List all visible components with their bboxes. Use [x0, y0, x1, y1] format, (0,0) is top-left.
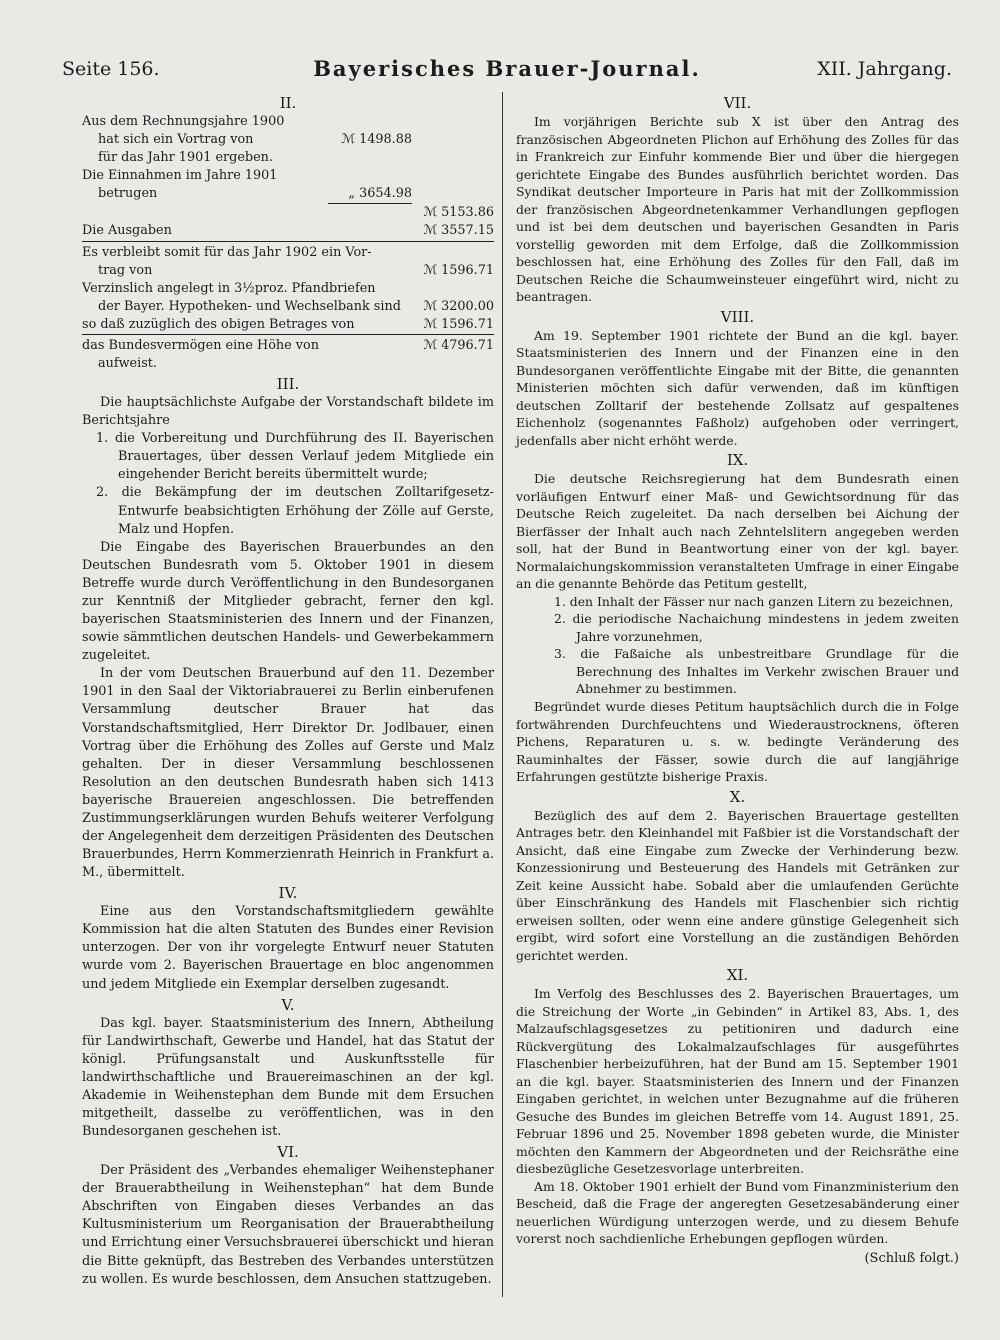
account-line: Die Einnahmen im Jahre 1901	[82, 168, 278, 184]
account-line: betrugen „ 3654.98	[82, 185, 494, 204]
account-line: das Bundesvermögen eine Höhe von ℳ 4796.71	[82, 337, 494, 355]
account-line: der Bayer. Hypotheken- und Wechselbank sind ℳ 3200.00	[82, 298, 494, 316]
paragraph: Die hauptsächlichste Aufgabe der Vorstandschaft bildete im Berichtsjahre	[82, 395, 494, 429]
paragraph: Die Eingabe des Bayerischen Brauerbundes an den Deutschen Bundesrath vom 5. Oktober 1901 in diesem Betreffe wurde durch Veröffentlichung in den Bundesorganen zur Kenntniß der Mitglieder gebracht, ferner den kgl. bayerischen Staatsministerien des Innern und der Finanzen, sowie sämmtlichen deutschen Handels- und Gewerbekammern zugeleitet.	[82, 539, 494, 664]
paragraph: Am 18. Oktober 1901 erhielt der Bund vom Finanzministerium den Bescheid, daß die Frage der angeregten Gesetzesabänderung einer neuerlichen Würdigung unterzogen werde, und zu diesem Behufe vorerst noch sachdienliche Erhebungen gepflogen würden.	[516, 1178, 959, 1247]
amount: ℳ 3557.15	[423, 223, 494, 239]
right-column	[516, 92, 959, 1267]
left-column	[82, 92, 494, 1289]
account-line: hat sich ein Vortrag von ℳ 1498.88	[82, 131, 494, 149]
amount: ℳ 1596.71	[423, 316, 494, 332]
page-number: Seite 156.	[62, 58, 160, 80]
paragraph: Der Präsident des „Verbandes ehemaliger Weihenstephaner der Brauerabtheilung in Weihenstephan“ hat dem Bunde Abschriften von Eingaben dieses Verbandes an das Kultusministerium um Reorganisation der Brauerabtheilung und Errichtung einer Versuchsbrauerei überschickt und hieran die Bitte geknüpft, das Bestreben des Verbandes unterstützen zu wollen. Es wurde beschlossen, dem Ansuchen stattzugeben.	[82, 1163, 494, 1287]
list-item: 3. die Faßaiche als unbestreitbare Grundlage für die Berechnung des Inhaltes im Verkehr zwischen Brauer und Abnehmer zu bestimmen.	[554, 646, 959, 697]
paragraph: Die deutsche Reichsregierung hat dem Bundesrath einen vorläufigen Entwurf einer Maß- und Gewichtsordnung für das Deutsche Reich zugeleitet. Da nach derselben bei Aichung der Bierfässer der Inhalt auch nach Zehntelslitern angegeben werden soll, hat der Bund in Beantwortung einer von der kgl. bayer. Normalaichungskommission veranstalteten Umfrage in einer Eingabe an die genannte Behörde das Petitum gestellt,	[516, 471, 959, 592]
paragraph: Am 19. September 1901 richtete der Bund an die kgl. bayer. Staatsministerien des Innern und der Finanzen eine in den Bundesorganen veröffentlichte Eingabe mit der Bitte, die genannten Ministerien möchten sich dafür verwenden, daß im künftigen deutschen Zolltarif der bestehende Zollsatz auf gespaltenes Eichenholz (sogenanntes Faßholz) aufgehoben oder verringert, jedenfalls aber nicht erhöht werde.	[516, 327, 959, 448]
paragraph: Begründet wurde dieses Petitum hauptsächlich durch die in Folge fortwährenden Durchfeuchtens und Wiederaustrocknens, öfteren Pichens, Reparaturen u. s. w. bedingte Veränderung des Rauminhaltes der Fässer, sowie durch die auf langjährige Erfahrungen gestützte bisherige Praxis.	[516, 698, 959, 785]
amount: „ 3654.98	[328, 185, 412, 204]
list-item: 2. die Bekämpfung der im deutschen Zolltarifgesetz-Entwurfe beabsichtigten Erhöhung der Zölle auf Gerste, Malz und Hopfen.	[96, 485, 494, 537]
section-heading: VII.	[723, 94, 752, 112]
amount: ℳ 1498.88	[341, 132, 412, 148]
account-line: Verzinslich angelegt in 3½proz. Pfandbriefen	[82, 280, 376, 296]
list-item: 1. den Inhalt der Fässer nur nach ganzen Litern zu bezeichnen,	[554, 593, 954, 609]
account-line	[82, 204, 494, 222]
accounts-block	[82, 113, 494, 373]
amount: ℳ 3200.00	[423, 298, 494, 314]
account-line: Aus dem Rechnungsjahre 1900	[82, 114, 285, 129]
paragraph: Eine aus den Vorstandschaftsmitgliedern gewählte Kommission hat die alten Statuten des Bundes einer Revision unterzogen. Der von ihr vorgelegte Entwurf neuer Statuten wurde vom 2. Bayerischen Brauertage en bloc angenommen und jedem Mitgliede ein Exemplar derselben zugesandt.	[82, 904, 494, 992]
section-heading: VIII.	[720, 307, 755, 326]
paragraph: Im vorjährigen Berichte sub X ist über den Antrag des französischen Abgeordneten Plichon auf Erhöhung des Zolles für das in Frankreich zur Einfuhr kommende Bier und über die hiergegen gerichtete Eingabe des Bundes ausführlich berichtet worden. Das Syndikat deutscher Importeure in Paris hat mit der Zollkommission der französischen Abgeordnetenkammer Verhandlungen gepflogen und ist bei dem deutschen und bayerischen Gesandten in Paris vorstellig geworden mit dem Erfolge, daß die Zollkommission beschlossen hat, eine Erhöhung des Zolles für den Fall, daß im Deutschen Reiche die Schaumweinsteuer eingeführt wird, nicht zu beantragen.	[516, 114, 959, 305]
amount: ℳ 1596.71	[423, 262, 494, 278]
volume-label: XII. Jahrgang.	[817, 58, 952, 80]
list-item: 2. die periodische Nachaichung mindestens in jedem zweiten Jahre vorzunehmen,	[554, 611, 959, 644]
column-divider	[502, 92, 503, 1297]
page-header	[62, 52, 952, 86]
paragraph: In der vom Deutschen Brauerbund auf den 11. Dezember 1901 in den Saal der Viktoriabrauerei zu Berlin einberufenen Versammlung deutscher Brauer hat das Vorstandschaftsmitglied, Herr Direktor Dr. Jodlbauer, einen Vortrag über die Erhöhung des Zolles auf Gerste und Malz gehalten. Der in dieser Versammlung beschlossenen Resolution an den deutschen Bundesrath haben sich 1413 bayerische Brauereien angeschlossen. Die betreffenden Zustimmungserklärungen wurden Behufs weiterer Verfolgung der Angelegenheit dem derzeitigen Präsidenten des Deutschen Brauerbundes, Herrn Kommerzienrath Heinrich in Frankfurt a. M., übermittelt.	[82, 666, 495, 881]
section-heading: III.	[276, 375, 300, 394]
list-item: 1. die Vorbereitung und Durchführung des II. Bayerischen Brauertages, über dessen Verlauf jedem Mitgliede ein eingehender Bericht bereits übermittelt wurde;	[96, 431, 494, 483]
section-heading: II.	[279, 94, 297, 112]
paragraph: Im Verfolg des Beschlusses des 2. Bayerischen Brauertages, um die Streichung der Worte „in Gebinden“ in Artikel 83, Abs. 1, des Malzaufschlagsgesetzes zu petitioniren und dadurch eine Rückvergütung des Lokalmalzaufschlages für ausgeführtes Flaschenbier herbeizuführen, hat der Bund am 15. September 1901 an die kgl. bayer. Staatsministerien des Innern und der Finanzen Eingaben gerichtet, in welchen unter Bezugnahme auf die früheren Gesuche des Bundes im gleichen Betreffe vom 14. August 1891, 25. Februar 1896 und 25. November 1898 gebeten wurde, die Minister möchten den Kammern der Abgeordneten und der Reichsräthe eine diesbezügliche Gesetzesvorlage unterbreiten.	[516, 986, 959, 1177]
amount: ℳ 5153.86	[423, 205, 494, 221]
account-line: aufweist.	[98, 356, 158, 372]
amount: ℳ 4796.71	[423, 337, 494, 353]
section-heading: X.	[729, 787, 746, 806]
section-heading: XI.	[726, 966, 749, 985]
paragraph: Das kgl. bayer. Staatsministerium des Innern, Abtheilung für Landwirthschaft, Gewerbe und Handel, hat das Statut der königl. Prüfungsanstalt und Auskunftsstelle für landwirthschaftliche und Brauereimaschinen an der kgl. Akademie in Weihenstephan dem Bunde mit dem Ersuchen mitgetheilt, dasselbe zu veröffentlichen, was in den Bundesorganen geschehen ist.	[82, 1015, 494, 1140]
section-heading: V.	[281, 995, 295, 1014]
account-line: für das Jahr 1901 ergeben.	[98, 150, 273, 166]
section-heading: IV.	[278, 884, 298, 903]
section-heading: VI.	[277, 1143, 299, 1162]
continuation-note: (Schluß folgt.)	[864, 1250, 959, 1266]
paragraph: Bezüglich des auf dem 2. Bayerischen Brauertage gestellten Antrages betr. den Kleinhandel mit Faßbier ist die Vorstandschaft der Ansicht, daß eine Eingabe zum Zwecke der Verhinderung bezw. Konzessionirung und Besteuerung des Handels mit Getränken zur Zeit keine Aussicht habe. Sobald aber die umlaufenden Gerüchte über Einschränkung des Handels mit Flaschenbier sich richtig erweisen sollten, oder wenn eine andere günstige Gelegenheit sich ergibt, wird sofort eine Vorstellung an die zuständigen Behörden gerichtet werden.	[516, 807, 959, 963]
account-line: Es verbleibt somit für das Jahr 1902 ein Vor-	[82, 244, 372, 260]
section-heading: IX.	[726, 451, 749, 470]
account-line: so daß zuzüglich des obigen Betrages von ℳ 1596.71	[82, 316, 494, 335]
account-line: trag von ℳ 1596.71	[82, 262, 494, 280]
account-line: Die Ausgaben ℳ 3557.15	[82, 222, 494, 241]
journal-title: Bayerisches Brauer-Journal.	[313, 56, 701, 81]
